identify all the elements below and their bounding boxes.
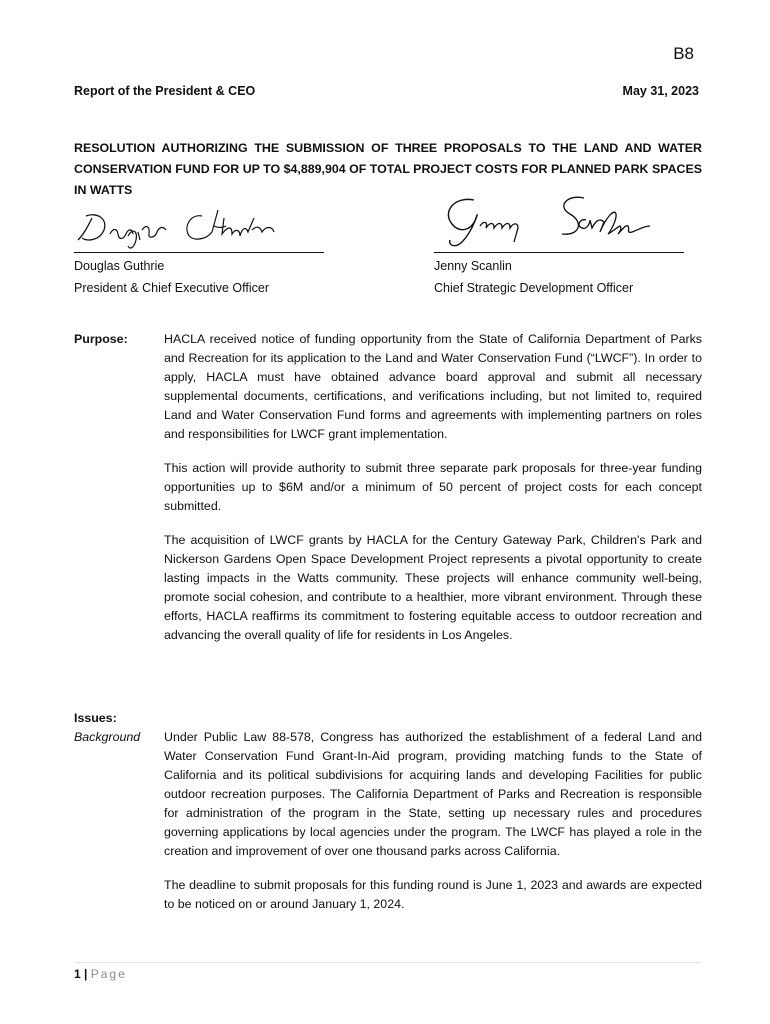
purpose-body <box>164 330 702 645</box>
page-word: Page <box>90 967 127 981</box>
issues-paragraph: Under Public Law 88-578, Congress has authorized the establishment of a federal Land and Water Conservation Fund Grant-In-Aid program, providing matching funds to the State of California and its political subdivisions for acquiring lands and developing Facilities for public outdoor recreation purposes. The California Department of Parks and Recreation is responsible for administration of the program in the State, setting up necessary rules and procedures governing applications by local agencies under the program. The LWCF has played a role in the creation and improvement of over one thousand parks across California. <box>164 730 702 858</box>
handwritten-signature-icon <box>74 196 314 252</box>
issues-label <box>74 709 164 747</box>
signature-douglas-guthrie <box>74 196 324 253</box>
report-date: May 31, 2023 <box>622 84 699 98</box>
agenda-item-code: B8 <box>673 44 694 63</box>
signer-name: Jenny Scanlin <box>434 259 512 273</box>
purpose-paragraph: The acquisition of LWCF grants by HACLA for the Century Gateway Park, Children's Park and Nickerson Gardens Open Space Development Project represents a pivotal opportunity to create lasting impacts in the Watts community. These projects will enhance community well-being, promote social cohesion, and contribute to a healthier, more vibrant environment. Through these efforts, HACLA reaffirms its commitment to fostering equitable access to outdoor recreation and advancing the overall quality of life for residents in Los Angeles. <box>164 533 702 642</box>
issues-heading: Issues: <box>74 711 117 725</box>
page-footer <box>74 962 702 981</box>
issues-section <box>74 709 702 929</box>
signature-jenny-scanlin <box>434 196 684 253</box>
background-subheading: Background <box>74 730 141 744</box>
purpose-label: Purpose: <box>74 332 128 346</box>
purpose-paragraph: This action will provide authority to submit three separate park proposals for three-year funding opportunities up to $6M and/or a minimum of 50 percent of project costs for each concept submitted. <box>164 461 702 513</box>
resolution-title: RESOLUTION AUTHORIZING THE SUBMISSION OF THREE PROPOSALS TO THE LAND AND WATER CONSERVATION FUND FOR UP TO $4,889,904 OF TOTAL PROJECT COSTS FOR PLANNED PARK SPACES IN WATTS <box>74 141 702 197</box>
handwritten-signature-icon <box>434 190 679 252</box>
report-title: Report of the President & CEO <box>74 84 256 98</box>
signature-block-ceo <box>74 196 324 299</box>
purpose-section <box>74 330 702 660</box>
issues-body <box>164 709 702 914</box>
purpose-paragraph: HACLA received notice of funding opportunity from the State of California Department of Parks and Recreation for its application to the Land and Water Conservation Fund (“LWCF”). In order to apply, HACLA must have obtained advance board approval and submit all necessary supplemental documents, certifications, and verifications including, but not limited to, required Land and Water Conservation Fund forms and agreements with implementing partners on roles and responsibilities for LWCF grant implementation. <box>164 332 702 441</box>
signer-role: President & Chief Executive Officer <box>74 281 269 295</box>
issues-paragraph: The deadline to submit proposals for this funding round is June 1, 2023 and awards are expected to be noticed on or around January 1, 2024. <box>164 878 702 911</box>
report-header <box>74 84 699 98</box>
signer-name: Douglas Guthrie <box>74 259 165 273</box>
page-separator: | <box>84 967 88 981</box>
page-number: 1 <box>74 967 81 981</box>
signer-role: Chief Strategic Development Officer <box>434 281 634 295</box>
signature-block-cso <box>434 196 684 299</box>
